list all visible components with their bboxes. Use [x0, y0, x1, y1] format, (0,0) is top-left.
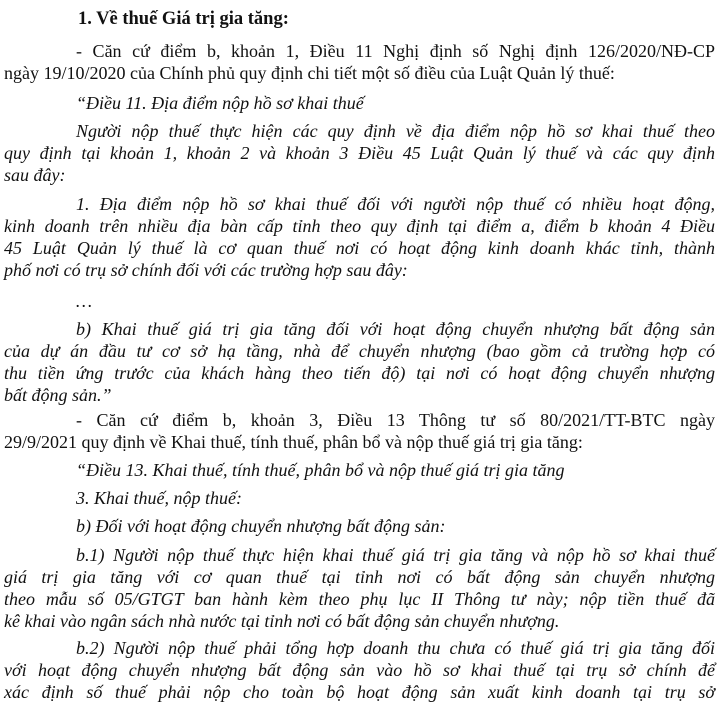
quote-line: 45 Luật Quản lý thuế là cơ quan thuế nơi có hoạt động kinh doanh khác tỉnh, thành — [4, 238, 715, 258]
quote-line: thu tiền ứng trước của khách hàng theo tiến độ) tại nơi có hoạt động chuyển nhượng — [4, 363, 715, 383]
section-heading: 1. Về thuế Giá trị gia tăng: — [78, 9, 289, 29]
paragraph-line: - Căn cứ điểm b, khoản 3, Điều 13 Thông tư số 80/2021/TT-BTC ngày — [76, 410, 715, 430]
quote-line: giá trị gia tăng với cơ quan thuế tại tỉnh nơi có bất động sản chuyển nhượng — [4, 567, 715, 587]
quote-line: bất động sản.” — [4, 385, 112, 405]
paragraph-line: 29/9/2021 quy định về Khai thuế, tính thuế, phân bổ và nộp thuế giá trị gia tăng: — [4, 432, 583, 452]
quote-line: của dự án đầu tư cơ sở hạ tầng, nhà để chuyển nhượng (bao gồm cả trường hợp có — [4, 341, 715, 361]
quote-line: quy định tại khoản 1, khoản 2 và khoản 3 Điều 45 Luật Quản lý thuế và các quy định — [4, 143, 715, 163]
quote-line: b.1) Người nộp thuế thực hiện khai thuế giá trị gia tăng và nộp hồ sơ khai thuế — [76, 545, 715, 565]
paragraph-line: ngày 19/10/2020 của Chính phủ quy định chi tiết một số điều của Luật Quản lý thuế: — [4, 63, 615, 83]
quote-line: với hoạt động chuyển nhượng bất động sản vào hồ sơ khai thuế tại trụ sở chính để — [4, 660, 715, 680]
quote-title-line: “Điều 11. Địa điểm nộp hồ sơ khai thuế — [76, 93, 364, 113]
quote-line: b) Khai thuế giá trị gia tăng đối với hoạt động chuyển nhượng bất động sản — [76, 319, 715, 339]
quote-line: kê khai vào ngân sách nhà nước tại tỉnh nơi có bất động sản chuyển nhượng. — [4, 611, 560, 631]
quote-line: kinh doanh trên nhiều địa bàn cấp tỉnh theo quy định tại điểm a, điểm b khoản 4 Điều — [4, 216, 715, 236]
quote-line: b.2) Người nộp thuế phải tổng hợp doanh thu chưa có thuế giá trị gia tăng đối — [76, 638, 715, 658]
quote-line: 3. Khai thuế, nộp thuế: — [76, 488, 242, 508]
quote-line: 1. Địa điểm nộp hồ sơ khai thuế đối với người nộp thuế có nhiều hoạt động, — [76, 194, 715, 214]
quote-line: xác định số thuế phải nộp cho toàn bộ hoạt động sản xuất kinh doanh tại trụ sở — [4, 682, 715, 702]
ellipsis-line: … — [76, 291, 93, 311]
quote-title-line: “Điều 13. Khai thuế, tính thuế, phân bổ và nộp thuế giá trị gia tăng — [76, 460, 565, 480]
quote-line: theo mẫu số 05/GTGT ban hành kèm theo phụ lục II Thông tư này; nộp tiền thuế đã — [4, 589, 715, 609]
paragraph-line: - Căn cứ điểm b, khoản 1, Điều 11 Nghị định số Nghị định 126/2020/NĐ-CP — [76, 41, 715, 61]
quote-line: sau đây: — [4, 165, 66, 185]
quote-line: b) Đối với hoạt động chuyển nhượng bất động sản: — [76, 516, 446, 536]
quote-line: phố nơi có trụ sở chính đối với các trường hợp sau đây: — [4, 260, 408, 280]
quote-line: Người nộp thuế thực hiện các quy định về địa điểm nộp hồ sơ khai thuế theo — [76, 121, 715, 141]
